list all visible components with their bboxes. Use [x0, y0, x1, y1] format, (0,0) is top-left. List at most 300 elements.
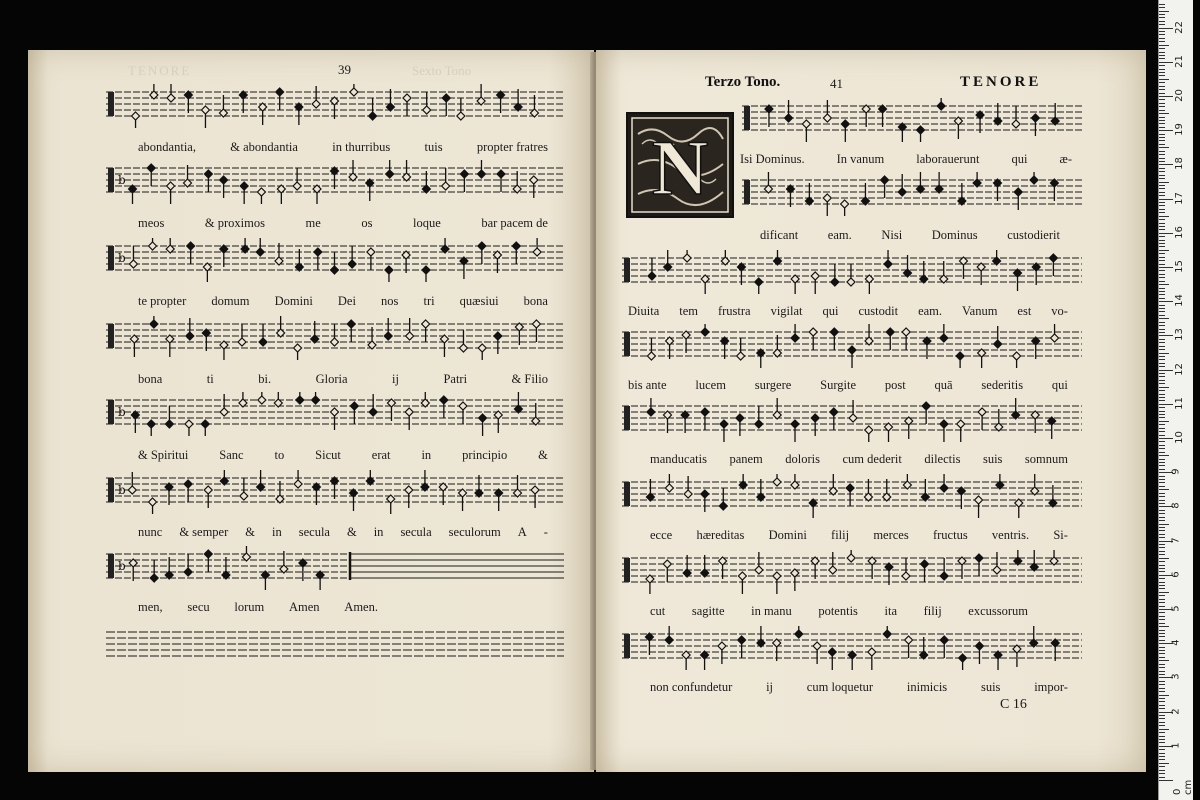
ruler-tick	[1159, 144, 1165, 145]
ruler-tick	[1159, 267, 1173, 268]
note	[366, 179, 374, 201]
note	[477, 160, 485, 178]
ruler-tick	[1159, 691, 1165, 692]
note	[701, 408, 709, 430]
note	[849, 400, 857, 422]
lyric-syllable: Amen	[288, 600, 320, 614]
note	[956, 352, 964, 368]
lyric-syllable: bar pacem de	[481, 216, 548, 230]
lyric-syllable: somnum	[1024, 452, 1068, 466]
lyric-syllable: excussorum	[968, 604, 1028, 618]
lyric-syllable: bona	[138, 372, 163, 386]
clef-mark	[624, 558, 630, 582]
ruler-tick	[1159, 349, 1165, 350]
music-staff	[622, 324, 1082, 368]
lyric-syllable: ij	[766, 680, 774, 694]
note	[349, 160, 357, 181]
note	[829, 474, 837, 495]
decorated-initial	[626, 112, 734, 218]
note	[405, 408, 413, 430]
note	[295, 103, 303, 125]
note	[785, 100, 793, 122]
clef-mark	[108, 246, 114, 270]
note	[423, 92, 431, 114]
lyric-syllable: frustra	[717, 304, 751, 318]
note	[940, 636, 948, 658]
note	[440, 396, 448, 418]
ruler-tick	[1159, 612, 1165, 613]
note	[773, 572, 781, 594]
note	[187, 242, 195, 264]
ruler-tick	[1159, 383, 1165, 384]
ruler-tick	[1159, 356, 1165, 357]
note	[530, 176, 538, 198]
note	[1014, 269, 1022, 291]
lyric-syllable: abondantia,	[138, 140, 196, 154]
note	[347, 320, 355, 342]
note	[978, 349, 986, 368]
note	[184, 480, 192, 502]
left-running-head-ghost-2: Sexto Tono	[412, 63, 472, 78]
ruler-tick	[1159, 223, 1165, 224]
ruler-tick	[1159, 623, 1165, 624]
ruler-tick	[1159, 759, 1165, 760]
note	[1012, 398, 1020, 419]
note	[720, 420, 728, 442]
note	[350, 402, 358, 424]
music-staff	[622, 474, 1082, 518]
lyric-syllable: suis	[980, 680, 1001, 694]
note	[149, 498, 157, 514]
note	[533, 238, 541, 256]
flat-sign: b	[118, 483, 126, 497]
ruler-tick	[1159, 448, 1165, 449]
lyric-syllable: loque	[413, 216, 441, 230]
note	[442, 94, 450, 116]
lyric-syllable: suis	[982, 452, 1003, 466]
signature-mark: C 16	[1000, 697, 1027, 712]
note	[898, 174, 906, 196]
note	[719, 488, 727, 510]
ruler-tick	[1159, 246, 1165, 247]
note	[791, 324, 799, 342]
lyric-syllable: hæreditas	[696, 528, 745, 542]
ruler-tick	[1159, 602, 1165, 603]
empty-staff-segment	[352, 546, 564, 586]
ruler-tick	[1159, 164, 1173, 165]
ruler-tick	[1159, 524, 1169, 525]
ruler-tick	[1159, 404, 1173, 405]
lyric-syllable: & semper	[179, 525, 229, 539]
ruler-tick	[1159, 274, 1165, 275]
ruler-tick	[1159, 339, 1165, 340]
ruler-tick	[1159, 257, 1165, 258]
note	[738, 572, 746, 594]
ruler-tick	[1159, 729, 1169, 730]
note	[809, 328, 817, 350]
ruler-tick	[1159, 250, 1169, 251]
lyric-syllable: in	[373, 525, 384, 539]
lyric-syllable: &	[538, 448, 548, 462]
note	[201, 106, 209, 128]
note	[916, 172, 924, 193]
note	[937, 98, 945, 110]
flat-sign: b	[118, 173, 126, 187]
ruler-tick	[1159, 240, 1165, 241]
music-staff	[106, 84, 564, 128]
note	[701, 324, 709, 336]
note	[865, 324, 873, 345]
ruler-tick	[1159, 7, 1165, 8]
ruler-tick	[1159, 684, 1165, 685]
lyric-syllable: ti	[206, 372, 214, 386]
note	[809, 499, 817, 518]
note	[257, 470, 265, 491]
ruler-tick	[1159, 513, 1165, 514]
lyric-syllable: custodierit	[1007, 228, 1060, 242]
note	[1031, 114, 1039, 136]
ruler-tick	[1159, 476, 1165, 477]
ruler-tick	[1159, 671, 1165, 672]
ruler-tick	[1159, 332, 1165, 333]
ruler-tick	[1159, 219, 1165, 220]
ruler-tick	[1159, 739, 1165, 740]
ruler-tick	[1159, 578, 1165, 579]
clef-mark	[744, 106, 750, 130]
lyric-syllable: fructus	[932, 528, 968, 542]
lyric-syllable: doloris	[785, 452, 820, 466]
note	[128, 472, 136, 494]
lyric-syllable: propter fratres	[476, 140, 548, 154]
lyric-syllable: in	[421, 448, 432, 462]
ruler-tick	[1159, 708, 1165, 709]
ruler-tick	[1159, 110, 1165, 111]
ruler-tick	[1159, 62, 1173, 63]
ruler-tick	[1159, 140, 1165, 141]
note	[665, 474, 673, 492]
lyric-syllable: domum	[211, 294, 250, 308]
ruler-tick	[1159, 226, 1165, 227]
note	[477, 84, 485, 105]
ruler-tick	[1159, 595, 1165, 596]
note	[384, 318, 392, 340]
lyric-syllable: quā	[934, 378, 953, 392]
note	[1030, 172, 1038, 184]
ruler-tick	[1159, 736, 1165, 737]
ruler-label: 6	[1170, 571, 1182, 578]
initial-letter: N	[651, 124, 709, 211]
note	[975, 496, 983, 518]
ruler-tick	[1159, 452, 1165, 453]
lyric-line	[650, 604, 1028, 620]
ruler-tick	[1159, 459, 1165, 460]
ruler-tick	[1159, 72, 1165, 73]
note	[442, 168, 450, 190]
ruler-tick	[1159, 763, 1169, 764]
note	[954, 117, 962, 139]
ruler-tick	[1159, 636, 1165, 637]
note	[791, 569, 799, 591]
ruler-tick	[1159, 294, 1165, 295]
note	[846, 484, 854, 506]
lyric-syllable: qui	[1051, 378, 1068, 392]
ruler-tick	[1159, 34, 1165, 35]
lyric-syllable: tri	[423, 294, 435, 308]
note	[940, 558, 948, 580]
ruler-tick	[1159, 52, 1165, 53]
lyric-syllable: me	[305, 216, 321, 230]
note	[957, 420, 965, 442]
note	[131, 411, 139, 433]
empty-staff	[106, 626, 564, 666]
lyric-syllable: dificant	[760, 228, 799, 242]
lyric-syllable: & Filio	[511, 372, 548, 386]
ruler-tick	[1159, 407, 1165, 408]
lyric-syllable: Gloria	[315, 372, 348, 386]
ruler-tick	[1159, 411, 1165, 412]
note	[204, 170, 212, 192]
ruler-tick	[1159, 585, 1165, 586]
lyric-syllable: in manu	[751, 604, 792, 618]
ruler-tick	[1159, 496, 1165, 497]
note	[259, 103, 267, 125]
lyric-syllable: bis ante	[628, 378, 667, 392]
note	[460, 257, 468, 279]
ruler-tick	[1159, 582, 1165, 583]
ruler-tick	[1159, 236, 1165, 237]
lyric-line	[740, 152, 1072, 168]
note	[865, 426, 873, 442]
ruler-tick	[1159, 544, 1165, 545]
note	[349, 489, 357, 511]
ruler-tick	[1159, 732, 1165, 733]
ruler-tick	[1159, 469, 1165, 470]
lyric-line	[138, 600, 378, 616]
note	[905, 636, 913, 658]
lyric-syllable: merces	[873, 528, 909, 542]
note	[648, 258, 656, 280]
lyric-syllable: Amen.	[344, 600, 378, 614]
note	[1048, 417, 1056, 439]
note	[841, 200, 849, 216]
ruler-tick	[1159, 667, 1165, 668]
lyric-syllable: lorum	[234, 600, 265, 614]
note	[886, 328, 894, 350]
note	[421, 470, 429, 491]
ruler-tick	[1159, 270, 1165, 271]
note	[830, 328, 838, 350]
note	[478, 344, 486, 360]
ruler-label: 13	[1173, 328, 1185, 342]
note	[1051, 324, 1059, 342]
ruler-tick	[1159, 479, 1165, 480]
clef-mark	[108, 168, 114, 192]
note	[220, 176, 228, 198]
ruler-tick	[1159, 243, 1165, 244]
lyric-syllable: & Spiritui	[138, 448, 189, 462]
ruler-tick	[1159, 664, 1165, 665]
note	[865, 275, 873, 294]
lyric-syllable: Dei	[337, 294, 356, 308]
note	[917, 126, 925, 142]
ruler-tick	[1159, 534, 1165, 535]
ruler-tick	[1159, 281, 1165, 282]
lyric-syllable: Vanum	[962, 304, 998, 318]
note	[773, 398, 781, 419]
note	[203, 263, 211, 282]
note	[975, 554, 983, 576]
note	[647, 398, 655, 416]
lyric-syllable: laborauerunt	[916, 152, 980, 166]
ruler-tick	[1159, 650, 1165, 651]
ruler-tick	[1159, 127, 1165, 128]
ruler-tick	[1159, 45, 1169, 46]
ruler-tick	[1159, 520, 1165, 521]
note	[791, 275, 799, 294]
note	[883, 626, 891, 638]
note	[240, 478, 248, 500]
ruler-tick	[1159, 260, 1165, 261]
note	[130, 335, 138, 357]
ruler-tick	[1159, 216, 1169, 217]
lyric-syllable: quæsiui	[459, 294, 499, 308]
ruler-tick	[1159, 688, 1165, 689]
lyric-syllable: Domini	[274, 294, 313, 308]
note	[757, 626, 765, 647]
note	[386, 160, 394, 178]
ruler-tick	[1159, 777, 1165, 778]
note	[459, 489, 467, 511]
ruler-label: 16	[1173, 225, 1185, 239]
ruler-tick	[1159, 455, 1169, 456]
ruler-tick	[1159, 202, 1165, 203]
lyric-syllable: sederitis	[981, 378, 1024, 392]
ruler-tick	[1159, 657, 1165, 658]
ruler-label: 11	[1173, 396, 1185, 410]
note	[367, 248, 375, 270]
note	[847, 264, 855, 286]
note	[940, 324, 948, 342]
ruler-tick	[1159, 742, 1165, 743]
ruler-tick	[1159, 315, 1165, 316]
ruler-tick	[1159, 660, 1169, 661]
note	[1030, 550, 1038, 571]
lyric-syllable: ventris.	[991, 528, 1030, 542]
ruler-label: 10	[1173, 431, 1185, 444]
lyric-syllable: Sanc	[219, 448, 244, 462]
right-header-mode: Terzo Tono.	[705, 74, 781, 90]
clef-mark	[624, 332, 630, 356]
clef-mark	[624, 258, 630, 282]
lyric-line	[138, 525, 548, 541]
ruler-tick	[1159, 209, 1165, 210]
note	[497, 170, 505, 192]
ruler-tick	[1159, 229, 1165, 230]
music-staff	[106, 316, 564, 360]
note	[314, 248, 322, 270]
ruler-tick	[1159, 154, 1165, 155]
ruler-tick	[1159, 373, 1165, 374]
ruler-tick	[1159, 571, 1165, 572]
ruler-tick	[1159, 592, 1169, 593]
ruler-tick	[1159, 766, 1165, 767]
ruler-tick	[1159, 106, 1165, 107]
lyric-line	[760, 228, 1060, 244]
note	[664, 250, 672, 271]
note	[940, 420, 948, 442]
note	[294, 470, 302, 488]
note	[1014, 188, 1022, 210]
lyric-syllable: lucem	[695, 378, 726, 392]
ruler-tick	[1159, 698, 1165, 699]
ruler-tick	[1159, 722, 1165, 723]
note	[791, 420, 799, 442]
ruler-tick	[1159, 17, 1165, 18]
ruler-tick	[1159, 346, 1165, 347]
ruler-tick	[1159, 192, 1165, 193]
music-staff	[622, 250, 1082, 294]
note	[350, 84, 358, 96]
ruler-label: 0 cm	[1172, 779, 1194, 795]
note	[238, 324, 246, 346]
lyric-syllable: vo-	[1051, 304, 1068, 318]
ruler-tick	[1159, 565, 1165, 566]
ruler-tick	[1159, 335, 1173, 336]
note	[185, 420, 193, 436]
ruler-tick	[1159, 647, 1165, 648]
lyric-syllable: surgere	[754, 378, 792, 392]
note	[405, 486, 413, 508]
note	[312, 86, 320, 108]
note	[978, 408, 986, 430]
ruler-tick	[1159, 284, 1169, 285]
ruler-tick	[1159, 530, 1165, 531]
note	[403, 160, 411, 181]
note	[220, 394, 228, 416]
lyric-syllable: qui	[822, 304, 839, 318]
ruler-tick	[1159, 305, 1165, 306]
ruler-tick	[1159, 120, 1165, 121]
note	[147, 420, 155, 436]
ruler-tick	[1159, 113, 1169, 114]
note	[277, 316, 285, 337]
ruler-tick	[1159, 182, 1169, 183]
lyric-line	[628, 304, 1068, 320]
ruler-tick	[1159, 318, 1169, 319]
right-folio: 41	[830, 76, 843, 91]
ruler-tick	[1159, 718, 1165, 719]
note	[348, 246, 356, 268]
note	[259, 324, 267, 346]
ruler-tick	[1159, 322, 1165, 323]
note	[736, 414, 744, 436]
ruler-tick	[1159, 31, 1165, 32]
ruler-tick	[1159, 75, 1165, 76]
lyric-syllable: vigilat	[770, 304, 803, 318]
note	[823, 100, 831, 122]
note	[129, 185, 137, 204]
ruler-tick	[1159, 616, 1165, 617]
note	[150, 316, 158, 328]
lyric-syllable: meos	[138, 216, 165, 230]
lyric-line	[138, 372, 548, 388]
ruler-tick	[1159, 376, 1165, 377]
ruler-tick	[1159, 653, 1165, 654]
note	[261, 571, 269, 590]
lyric-line	[650, 452, 1068, 468]
note	[848, 651, 856, 670]
lyric-syllable: qui	[1011, 152, 1028, 166]
